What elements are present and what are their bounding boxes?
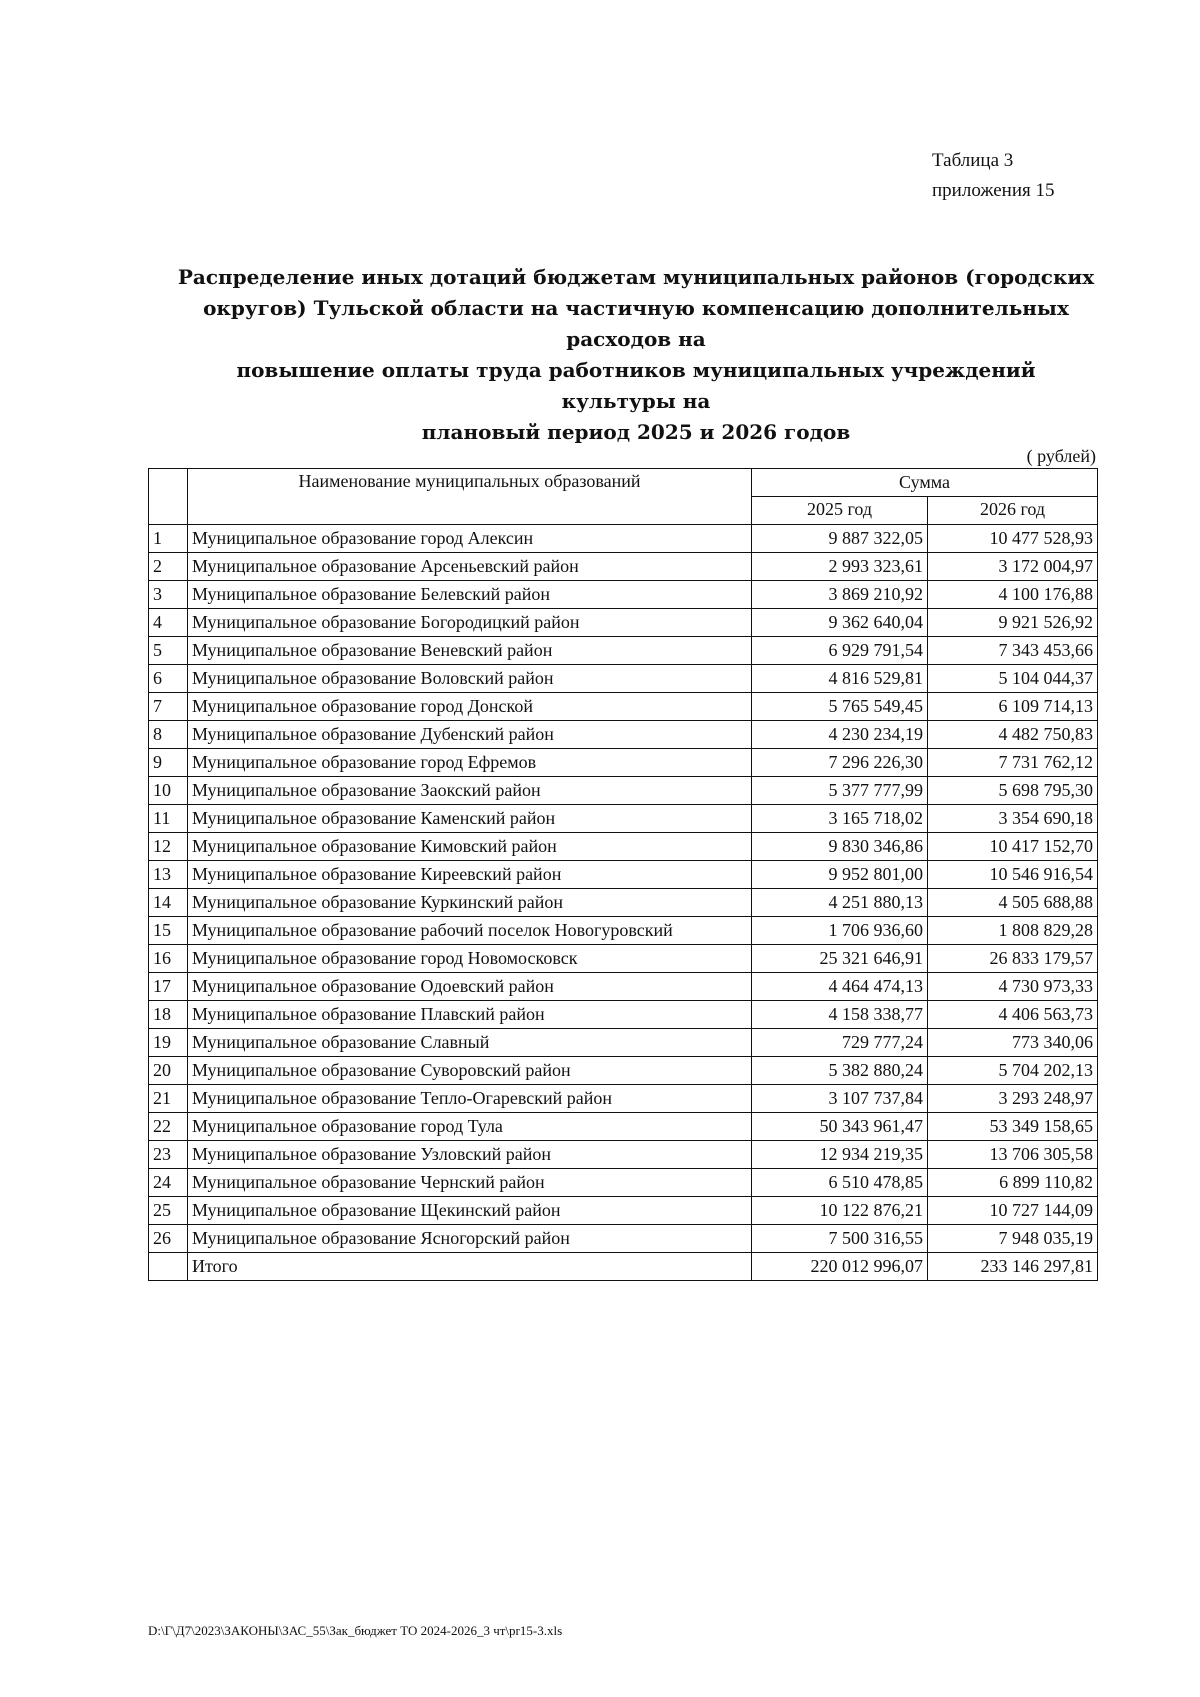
- table-row: [149, 1197, 1098, 1225]
- table-row: [149, 1169, 1098, 1197]
- total-2026: 233 146 297,81: [928, 1253, 1098, 1281]
- row-value-2025: 10 122 876,21: [752, 1197, 928, 1225]
- table-row: [149, 665, 1098, 693]
- row-value-2026: 7 731 762,12: [928, 749, 1098, 777]
- row-number: 3: [149, 581, 188, 609]
- row-value-2026: 5 698 795,30: [928, 777, 1098, 805]
- table-row: [149, 637, 1098, 665]
- row-value-2025: 4 230 234,19: [752, 721, 928, 749]
- row-value-2026: 4 482 750,83: [928, 721, 1098, 749]
- row-number: 6: [149, 665, 188, 693]
- title-line: повышение оплаты труда работников муниципальных учреждений культуры на: [236, 358, 1036, 413]
- row-name: Муниципальное образование Богородицкий район: [188, 609, 752, 637]
- table-row: [149, 525, 1098, 553]
- row-value-2025: 9 952 801,00: [752, 861, 928, 889]
- row-value-2025: 729 777,24: [752, 1029, 928, 1057]
- row-name: Муниципальное образование Кимовский район: [188, 833, 752, 861]
- row-number: 22: [149, 1113, 188, 1141]
- row-number: 19: [149, 1029, 188, 1057]
- row-name: Муниципальное образование Воловский район: [188, 665, 752, 693]
- table-row: [149, 1113, 1098, 1141]
- table-row: [149, 581, 1098, 609]
- header-name: Наименование муниципальных образований: [188, 469, 752, 525]
- row-name: Муниципальное образование Славный: [188, 1029, 752, 1057]
- row-value-2026: 4 406 563,73: [928, 1001, 1098, 1029]
- row-value-2025: 1 706 936,60: [752, 917, 928, 945]
- table-row: [149, 945, 1098, 973]
- total-2025: 220 012 996,07: [752, 1253, 928, 1281]
- row-name: Муниципальное образование Тепло-Огаревский район: [188, 1085, 752, 1113]
- row-number: 4: [149, 609, 188, 637]
- row-number: 21: [149, 1085, 188, 1113]
- row-value-2026: 4 100 176,88: [928, 581, 1098, 609]
- table-row: [149, 861, 1098, 889]
- row-name: Муниципальное образование Суворовский район: [188, 1057, 752, 1085]
- table-row: [149, 833, 1098, 861]
- table-row: [149, 917, 1098, 945]
- title-line: плановый период 2025 и 2026 годов: [421, 420, 851, 444]
- row-value-2026: 9 921 526,92: [928, 609, 1098, 637]
- row-number: 10: [149, 777, 188, 805]
- row-number: 23: [149, 1141, 188, 1169]
- row-name: Муниципальное образование Узловский район: [188, 1141, 752, 1169]
- row-name: Муниципальное образование город Тула: [188, 1113, 752, 1141]
- row-value-2026: 53 349 158,65: [928, 1113, 1098, 1141]
- total-row: [149, 1253, 1098, 1281]
- row-number: 7: [149, 693, 188, 721]
- row-value-2025: 6 929 791,54: [752, 637, 928, 665]
- table-reference: [932, 146, 1152, 206]
- row-number: 5: [149, 637, 188, 665]
- row-number: 24: [149, 1169, 188, 1197]
- row-name: Муниципальное образование Одоевский район: [188, 973, 752, 1001]
- row-number: 16: [149, 945, 188, 973]
- row-name: Муниципальное образование Каменский район: [188, 805, 752, 833]
- table-row: [149, 1001, 1098, 1029]
- row-name: Муниципальное образование Плавский район: [188, 1001, 752, 1029]
- row-value-2025: 5 377 777,99: [752, 777, 928, 805]
- row-number: 12: [149, 833, 188, 861]
- row-value-2025: 25 321 646,91: [752, 945, 928, 973]
- header-sum: Сумма: [752, 469, 1098, 497]
- row-value-2025: 4 464 474,13: [752, 973, 928, 1001]
- table-row: [149, 777, 1098, 805]
- row-value-2026: 26 833 179,57: [928, 945, 1098, 973]
- row-value-2026: 3 172 004,97: [928, 553, 1098, 581]
- distribution-table: [148, 468, 1098, 1281]
- row-value-2025: 4 251 880,13: [752, 889, 928, 917]
- row-number: 14: [149, 889, 188, 917]
- table-row: [149, 749, 1098, 777]
- row-number: 1: [149, 525, 188, 553]
- table-row: [149, 609, 1098, 637]
- row-name: Муниципальное образование город Ефремов: [188, 749, 752, 777]
- row-value-2025: 7 296 226,30: [752, 749, 928, 777]
- appendix-number: приложения 15: [932, 180, 1055, 201]
- row-name: Муниципальное образование Белевский район: [188, 581, 752, 609]
- table-row: [149, 805, 1098, 833]
- row-number: 26: [149, 1225, 188, 1253]
- row-number: 11: [149, 805, 188, 833]
- row-value-2026: 773 340,06: [928, 1029, 1098, 1057]
- row-value-2026: 13 706 305,58: [928, 1141, 1098, 1169]
- title-line: Распределение иных дотаций бюджетам муниципальных районов (городских: [177, 265, 1095, 289]
- total-label: Итого: [188, 1253, 752, 1281]
- row-value-2025: 12 934 219,35: [752, 1141, 928, 1169]
- table-row: [149, 1057, 1098, 1085]
- row-value-2026: 10 546 916,54: [928, 861, 1098, 889]
- total-number-cell: [149, 1253, 188, 1281]
- table-row: [149, 889, 1098, 917]
- row-name: Муниципальное образование Арсеньевский район: [188, 553, 752, 581]
- row-value-2026: 7 948 035,19: [928, 1225, 1098, 1253]
- row-value-2025: 5 382 880,24: [752, 1057, 928, 1085]
- row-name: Муниципальное образование Веневский район: [188, 637, 752, 665]
- row-number: 2: [149, 553, 188, 581]
- document-title: [176, 262, 1096, 448]
- table-row: [149, 1029, 1098, 1057]
- table-row: [149, 973, 1098, 1001]
- row-value-2025: 2 993 323,61: [752, 553, 928, 581]
- row-value-2026: 5 104 044,37: [928, 665, 1098, 693]
- row-name: Муниципальное образование Киреевский район: [188, 861, 752, 889]
- row-number: 9: [149, 749, 188, 777]
- row-value-2025: 9 362 640,04: [752, 609, 928, 637]
- row-value-2026: 4 730 973,33: [928, 973, 1098, 1001]
- table-row: [149, 553, 1098, 581]
- row-value-2026: 5 704 202,13: [928, 1057, 1098, 1085]
- row-name: Муниципальное образование Дубенский район: [188, 721, 752, 749]
- header-year-2026: 2026 год: [928, 497, 1098, 525]
- row-number: 17: [149, 973, 188, 1001]
- row-number: 20: [149, 1057, 188, 1085]
- units-label: ( рублей): [1026, 446, 1096, 466]
- row-name: Муниципальное образование город Новомосковск: [188, 945, 752, 973]
- row-value-2025: 6 510 478,85: [752, 1169, 928, 1197]
- row-value-2026: 10 727 144,09: [928, 1197, 1098, 1225]
- row-value-2025: 4 816 529,81: [752, 665, 928, 693]
- row-value-2026: 10 477 528,93: [928, 525, 1098, 553]
- table-row: [149, 1085, 1098, 1113]
- row-value-2026: 4 505 688,88: [928, 889, 1098, 917]
- row-value-2026: 3 293 248,97: [928, 1085, 1098, 1113]
- row-value-2026: 10 417 152,70: [928, 833, 1098, 861]
- row-number: 13: [149, 861, 188, 889]
- row-value-2025: 50 343 961,47: [752, 1113, 928, 1141]
- row-value-2025: 7 500 316,55: [752, 1225, 928, 1253]
- table-row: [149, 1225, 1098, 1253]
- row-value-2025: 9 887 322,05: [752, 525, 928, 553]
- row-value-2025: 3 165 718,02: [752, 805, 928, 833]
- row-name: Муниципальное образование Куркинский район: [188, 889, 752, 917]
- table-body: [149, 525, 1098, 1253]
- row-value-2025: 5 765 549,45: [752, 693, 928, 721]
- row-value-2026: 1 808 829,28: [928, 917, 1098, 945]
- title-line: округов) Тульской области на частичную компенсацию дополнительных расходов на: [203, 296, 1069, 351]
- row-value-2025: 9 830 346,86: [752, 833, 928, 861]
- row-value-2026: 3 354 690,18: [928, 805, 1098, 833]
- row-name: Муниципальное образование Щекинский район: [188, 1197, 752, 1225]
- row-value-2025: 3 107 737,84: [752, 1085, 928, 1113]
- row-name: Муниципальное образование город Донской: [188, 693, 752, 721]
- row-value-2025: 3 869 210,92: [752, 581, 928, 609]
- table-number: Таблица 3: [932, 150, 1014, 171]
- table-row: [149, 1141, 1098, 1169]
- row-number: 25: [149, 1197, 188, 1225]
- row-value-2025: 4 158 338,77: [752, 1001, 928, 1029]
- row-value-2026: 7 343 453,66: [928, 637, 1098, 665]
- header-number-cell: [149, 469, 188, 525]
- header-year-2025: 2025 год: [752, 497, 928, 525]
- row-name: Муниципальное образование Чернский район: [188, 1169, 752, 1197]
- row-number: 18: [149, 1001, 188, 1029]
- row-name: Муниципальное образование рабочий поселок Новогуровский: [188, 917, 752, 945]
- file-path: D:\Г\Д7\2023\ЗАКОНЫ\ЗАС_55\Зак_бюджет ТО 2024-2026_3 чт\pr15-3.xls: [148, 1623, 563, 1638]
- row-value-2026: 6 899 110,82: [928, 1169, 1098, 1197]
- row-name: Муниципальное образование Ясногорский район: [188, 1225, 752, 1253]
- table-row: [149, 693, 1098, 721]
- row-name: Муниципальное образование Заокский район: [188, 777, 752, 805]
- row-number: 8: [149, 721, 188, 749]
- row-number: 15: [149, 917, 188, 945]
- row-value-2026: 6 109 714,13: [928, 693, 1098, 721]
- row-name: Муниципальное образование город Алексин: [188, 525, 752, 553]
- table-row: [149, 721, 1098, 749]
